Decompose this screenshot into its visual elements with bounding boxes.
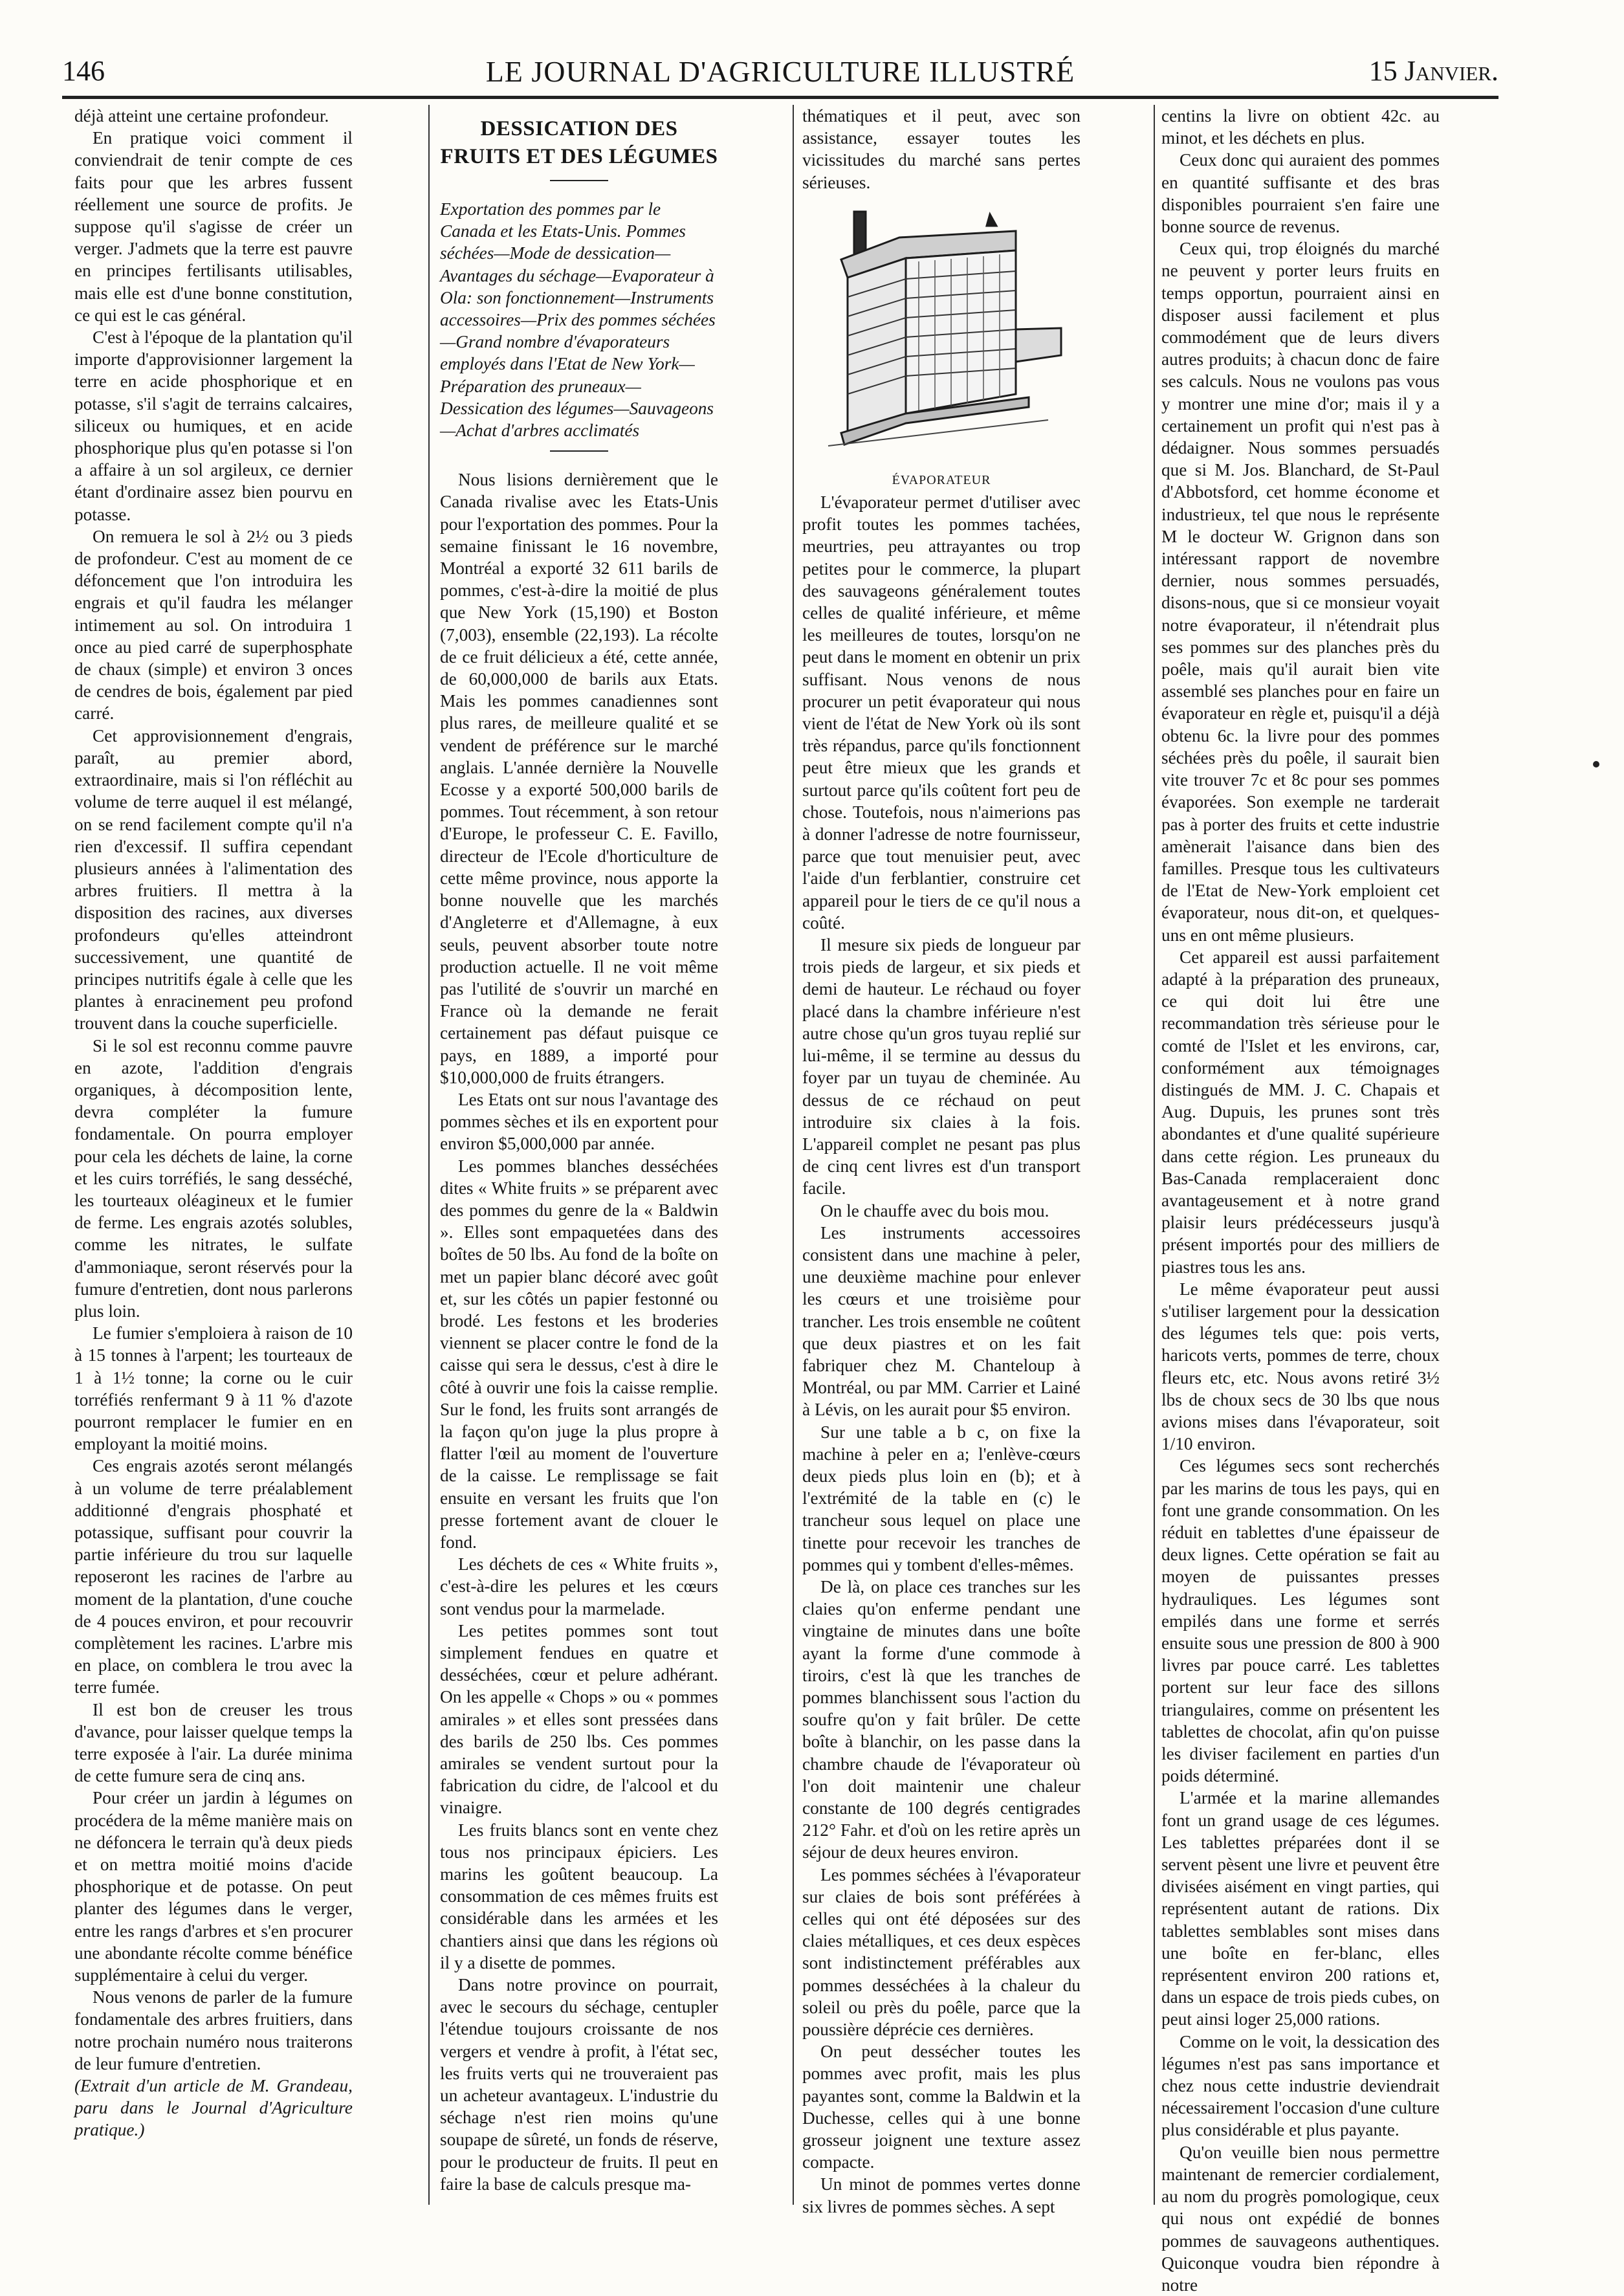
ink-dot xyxy=(1593,761,1599,767)
paragraph: En pratique voici comment il conviendrait de tenir compte de ces faits pour que les arbres fussent réellement une source de profits. Je suppose qu'il s'agisse de créer un verger. J'admets que la terre est pauvre en principes fertilisants utilisables, mais elle est d'une bonne constitution, ce qui est le cas général. xyxy=(74,128,353,325)
title-rule xyxy=(550,180,608,181)
paragraph: Les Etats ont sur nous l'avantage des pommes sèches et ils en exportent pour environ $5,000,000 par année. xyxy=(440,1089,718,1154)
column-4 xyxy=(1161,105,1440,2295)
paragraph: Nous venons de parler de la fumure fondamentale des arbres fruitiers, dans notre prochain numéro nous traiterons de leur fumure d'entretien. xyxy=(74,1987,353,2073)
issue-date: 15 Janvier. xyxy=(1368,55,1498,87)
paragraph: déjà atteint une certaine profondeur. xyxy=(74,106,329,126)
column-1 xyxy=(74,105,353,2205)
paragraph: Comme on le voit, la dessication des légumes n'est pas sans importance et chez nous cette industrie deviendrait nécessairement l'occasion d'une culture plus considérable et plus payante. xyxy=(1161,2031,1440,2140)
column-3 xyxy=(802,105,1081,2216)
paragraph: Dans notre province on pourrait, avec le secours du séchage, centupler l'étendue toujours croissante de nos vergers et vendre à profit, à l'état sec, les fruits verts qui ne trouveraient pas un acheteur avantageux. L'industrie du séchage n'est rien moins qu'une soupape de sûreté, un fonds de réserve, pour le producteur de fruits. Il peut en faire la base de calculs presque ma- xyxy=(440,1975,718,2194)
paragraph: Qu'on veuille bien nous permettre maintenant de remercier cordialement, au nom du progrès pomologique, ceux qui nous ont expédié de bonnes pommes de sauvageons authentiques. Quiconque voudra bien répondre à notre xyxy=(1161,2142,1440,2295)
paragraph: L'armée et la marine allemandes font un grand usage de ces légumes. Les tablettes préparées dont il se servent pèsent une livre et peuvent être divisées aisément en vingt parties, qui représentent autant de rations. Dix tablettes semblables sont mises dans une boîte en fer-blanc, elles représentent environ 200 rations et, dans un espace de trois pieds cubes, on peut ainsi loger 25,000 rations. xyxy=(1161,1788,1440,2029)
paragraph: Sur une table a b c, on fixe la machine à peler en a; l'enlève-cœurs deux pieds plus loin en (b); et à l'extrémité de la table en (c) le trancheur sous lequel on place une tinette pour recevoir les tranches de pommes qui y tombent d'elles-mêmes. xyxy=(802,1422,1081,1574)
paragraph: Cet appareil est aussi parfaitement adapté à la préparation des pruneaux, ce qui doit lui être une recommandation très sérieuse pour le comté de l'Islet et les environs, car, conformément aux témoignages distingués de MM. J. C. Chapais et Aug. Dupuis, les prunes sont très abondantes et d'une qualité supérieure dans cette région. Les pruneaux du Bas-Canada remplaceraient donc avantageusement et à notre grand plaisir leurs prédécesseurs jusqu'à présent importés pour des milliers de piastres tous les ans. xyxy=(1161,947,1440,1277)
paragraph: Si le sol est reconnu comme pauvre en azote, l'addition d'engrais organiques, à décomposition lente, devra compléter la fumure fondamentale. On pourra employer pour cela les déchets de laine, la corne et les cuirs torréfiés, le sang desséché, les tourteaux oléagineux et le fumier de ferme. Les engrais azotés solubles, comme les nitrates, le sulfate d'ammoniaque, seront réservés pour la fumure d'entretien, dont nous parlerons plus loin. xyxy=(74,1035,353,1321)
column-rule xyxy=(428,105,430,2205)
paragraph: Cet approvisionnement d'engrais, paraît, au premier abord, extraordinaire, mais si l'on réfléchit au volume de terre auquel il est mélangé, on se rend facilement compte qu'il n'a rien d'excessif. Il suffira cependant plusieurs années à l'alimentation des arbres fruitiers. Il mettra à la disposition des racines, aux diverses profondeurs qu'elles atteindront successivement, une quantité de principes nutritifs égale à celle que les plantes à enracinement peu profond trouvent dans la couche superficielle. xyxy=(74,725,353,1033)
paragraph: centins la livre on obtient 42c. au minot, et les déchets en plus. xyxy=(1161,106,1440,148)
paragraph: Nous lisions dernièrement que le Canada rivalise avec les Etats-Unis pour l'exportation des pommes. Pour la semaine finissant le 16 novembre, Montréal a exporté 32 611 barils de pommes, c'est-à-dire la moitié de plus que New York (15,190) et Boston (7,003), ensemble (22,193). La récolte de ce fruit délicieux a été, cette année, de 60,000,000 de barils aux Etats. Mais les pommes canadiennes sont plus rares, de meilleure qualité et se vendent de préférence sur le marché anglais. L'année dernière la Nouvelle Ecosse y a exporté 500,000 barils de pommes. Tout récemment, à son retour d'Europe, le professeur C. E. Favillo, directeur de l'Ecole d'horticulture de cette même province, nous apporte la bonne nouvelle que les marchés d'Angleterre et d'Allemagne, à eux seuls, peuvent absorber toute notre production actuelle. Il ne voit même pas l'utilité de s'ouvrir un marché en France où la demande ne ferait certainement pas défaut puisque ce pays, en 1889, a importé pour $10,000,000 de fruits étrangers. xyxy=(440,470,718,1087)
paragraph: Il mesure six pieds de longueur par trois pieds de largeur, et six pieds et demi de hauteur. Le réchaud ou foyer placé dans la chambre inférieure n'est autre chose qu'un gros tuyau replié sur lui-même, il se termine au dessus du foyer par un tuyau de cheminée. Au dessus de ce réchaud on peut introduire six claies à la fois. L'appareil complet ne pesant pas plus de cinq cent livres est d'un transport facile. xyxy=(802,935,1081,1198)
paragraph: Ces engrais azotés seront mélangés à un volume de terre préalablement additionné d'engrais phosphaté et potassique, suffisant pour couvrir la partie inférieure du trou sur laquelle reposeront les racines de l'arbre au moment de la plantation, d'une couche de 4 pouces environ, et pour recouvrir complètement les racines. L'arbre mis en place, on comblera le trou avec la terre fumée. xyxy=(74,1456,353,1697)
paragraph: C'est à l'époque de la plantation qu'il importe d'approvisionner largement la terre en acide phosphorique et en potasse, s'il s'agit de terrains calcaires, siliceux ou humiques, et en acide phosphorique plus qu'en potasse si l'on a affaire à un sol argileux, ce dernier étant d'ordinaire assez bien pourvu en potasse. xyxy=(74,327,353,524)
article-title: DESSICATION DES FRUITS ET DES LÉGUMES xyxy=(440,117,718,168)
paragraph: Les pommes séchées à l'évaporateur sur claies de bois sont préférées à celles qui ont été déposées sur des claies métalliques, et ces deux espèces sont indistinctement préférables aux pommes desséchées à la chaleur du soleil ou près du poêle, parce que la poussière déprécie ces dernières. xyxy=(802,1864,1081,2040)
paragraph: Pour créer un jardin à légumes on procédera de la même manière mais on ne défoncera le terrain qu'à deux pieds et on mettra moitié moins d'acide phosphorique et de potasse. On peut planter des légumes dans le verger, entre les rangs d'arbres et s'en procurer une abondante récolte comme bénéfice supplémentaire à celui du verger. xyxy=(74,1788,353,1985)
page-number: 146 xyxy=(62,55,105,87)
column-rule xyxy=(1154,105,1155,2205)
header-rule xyxy=(62,96,1498,99)
paragraph: Les fruits blancs sont en vente chez tous nos principaux épiciers. Les marins les goûtent beaucoup. La consommation de ces mêmes fruits est considérable dans les armées et les chantiers ainsi que dans les régions où il y a disette de pommes. xyxy=(440,1820,718,1972)
paragraph: thématiques et il peut, avec son assistance, essayer toutes les vicissitudes du marché sans pertes sérieuses. xyxy=(802,106,1081,192)
summary-rule xyxy=(550,450,608,452)
paragraph: Ces légumes secs sont recherchés par les marins de tous les pays, qui en font une grande consommation. On les réduit en tablettes d'une épaisseur de deux lignes. Cette opération se fait au moyen de puissantes presses hydrauliques. Les légumes sont empilés dans une forme et serrés ensuite sous une pression de 800 à 900 livres par pouce carré. Les tablettes portent sur leur face des sillons triangulaires, comme on présentent les tablettes de chocolat, afin qu'on puisse les diviser facilement en parties d'un poids déterminé. xyxy=(1161,1456,1440,1786)
paragraph: On le chauffe avec du bois mou. xyxy=(820,1200,1049,1220)
paragraph: L'évaporateur permet d'utiliser avec profit toutes les pommes tachées, meurtries, peu attrayantes ou trop petites pour le commerce, la plupart des sauvageons généralement toutes celles de qualité inférieure, et même les meilleures de toutes, lorsqu'on ne peut dans le moment en obtenir un prix suffisant. Nous venons de nous procurer un petit évaporateur qui nous vient de l'état de New York où ils sont très répandus, parce qu'ils fonctionnent peut être mieux que les grands et surtout parce qu'ils coûtent fort peu de chose. Toutefois, nous n'aimerions pas à donner l'adresse de notre fournisseur, parce que tout menuisier peut, avec l'aide d'un ferblantier, construire cet appareil pour le tiers de ce qu'il nous a coûté. xyxy=(802,492,1081,933)
column-2 xyxy=(440,105,718,2205)
paragraph: On remuera le sol à 2½ ou 3 pieds de profondeur. C'est au moment de ce défoncement que l'on introduira les engrais et qu'il faudra les mélanger intimement au sol. On introduira 1 once au pied carré de superphosphate de chaux (simple) et environ 3 onces de cendres de bois, également par pied carré. xyxy=(74,526,353,723)
paragraph: On peut dessécher toutes les pommes avec profit, mais les plus payantes sont, comme la Baldwin et la Duchesse, celles qui à une bonne grosseur joignent une texture assez compacte. xyxy=(802,2042,1081,2172)
paragraph: Les instruments accessoires consistent dans une machine à peler, une deuxième machine pour enlever les cœurs et une troisième pour trancher. Les trois ensemble ne coûtent que deux piastres et on les fait fabriquer chez M. Chanteloup à Montréal, ou par MM. Carrier et Lainé à Lévis, on les aurait pour $5 environ. xyxy=(802,1222,1081,1420)
paragraph: Les petites pommes sont tout simplement fendues en quatre et desséchées, cœur et pelure adhérant. On les appelle « Chops » ou « pommes amirales » et elles sont pressées dans des barils de 250 lbs. Ces pommes amirales se vendent surtout pour la fabrication du cidre, de l'alcool et du vinaigre. xyxy=(440,1620,718,1818)
page-header xyxy=(62,53,1498,93)
paragraph: Les déchets de ces « White fruits », c'est-à-dire les pelures et les cœurs sont vendus pour la marmelade. xyxy=(440,1554,718,1618)
paragraph: Un minot de pommes vertes donne six livres de pommes sèches. A sept xyxy=(802,2174,1081,2216)
paragraph: Le fumier s'emploiera à raison de 10 à 15 tonnes à l'arpent; les tourteaux de 1 à 1½ tonne; la corne ou le cuir torréfiés renfermant 9 à 11 % d'azote pourront remplacer le fumier en en employant la moitié moins. xyxy=(74,1323,353,1454)
paragraph: Ceux donc qui auraient des pommes en quantité suffisante et des bras disponibles pourraient s'en faire une bonne source de revenus. xyxy=(1161,150,1440,237)
article-summary: Exportation des pommes par le Canada et les Etats-Unis. Pommes séchées—Mode de dessication—Avantages du séchage—Evaporateur à Ola: son fonctionnement—Instruments accessoires—Prix des pommes séchées—Grand nombre d'évaporateurs employés dans l'Etat de New York—Préparation des pruneaux—Dessication des légumes—Sauvageons—Achat d'arbres acclimatés xyxy=(440,199,716,441)
paragraph: Les pommes blanches desséchées dites « White fruits » se préparent avec des pommes du genre de la « Baldwin ». Elles sont empaquetées dans des boîtes de 50 lbs. Au fond de la boîte on met un papier blanc décoré avec goût et, sur les côtés un papier festonné ou brodé. Les festons et les broderies viennent se placer contre le fond de la caisse qui sera le dessus, c'est à dire le côté à ouvrir une fois la caisse remplie. Sur le fond, les fruits sont arrangés de la façon qu'on juge la plus propre à flatter l'œil au moment de l'ouverture de la caisse. Le remplissage se fait ensuite en versant les fruits que l'on presse fortement avant de clouer le fond. xyxy=(440,1156,718,1552)
paragraph: Il est bon de creuser les trous d'avance, pour laisser quelque temps la terre exposée à l'air. La durée minima de cette fumure sera de cinq ans. xyxy=(74,1699,353,1786)
paragraph: Le même évaporateur peut aussi s'utiliser largement pour la dessication des légumes tels que: pois verts, haricots verts, pommes de terre, choux fleurs etc, etc. Nous avons retiré 3½ lbs de choux secs de 30 lbs que nous avions mises dans l'évaporateur, soit 1/10 environ. xyxy=(1161,1279,1440,1454)
journal-title: LE JOURNAL D'AGRICULTURE ILLUSTRÉ xyxy=(485,55,1075,88)
column-rule xyxy=(793,105,794,2205)
evaporator-illustration xyxy=(802,200,1081,465)
paragraph: De là, on place ces tranches sur les claies qu'on enferme pendant une vingtaine de minutes dans une boîte ayant la forme d'une commode à tiroirs, c'est là que les tranches de pommes blanchissent sous l'action du soufre qu'on y fait brûler. De cette boîte à blanchir, on les passe dans la chambre chaude de l'évaporateur où l'on doit maintenir une chaleur constante de 100 degrés centigrades 212° Fahr. et d'où on les retire après un séjour de deux heures environ. xyxy=(802,1576,1081,1862)
paragraph: Ceux qui, trop éloignés du marché ne peuvent y porter leurs fruits en temps opportun, pourraient ainsi en disposer aussi facilement et plus commodément que de leurs divers autres produits; à chacun donc de faire ses calculs. Nous ne voulons pas vous y montrer une mine d'or; mais il y a certainement un profit qui n'est pas à dédaigner. Nous sommes persuadés que si M. Jos. Blanchard, de St-Paul d'Abbotsford, cet homme économe et industrieux, tel que nous le représente M le docteur W. Grignon dans son intéressant rapport de novembre dernier, nous sommes persuadés, disons-nous, que si ce monsieur voyait notre évaporateur, il n'étendrait plus ses pommes sur des planches près du poêle, mais qu'il aurait bien vite assemblé ses planches pour en faire un évaporateur en règle et, puisqu'il a déjà obtenu 6c. la livre pour des pommes séchées près du poêle, il saurait bien vite trouver 7c et 8c pour ses pommes évaporées. Son exemple ne tarderait pas à porter des fruits et cette industrie amènerait l'aisance dans bien des familles. Presque tous les cultivateurs de l'Etat de New-York emploient cet évaporateur, nous dit-on, et quelques-uns en ont même plusieurs. xyxy=(1161,239,1440,945)
footnote: (Extrait d'un article de M. Grandeau, paru dans le Journal d'Agriculture pratique.) xyxy=(74,2076,353,2140)
figure-caption: ÉVAPORATEUR xyxy=(892,472,991,487)
